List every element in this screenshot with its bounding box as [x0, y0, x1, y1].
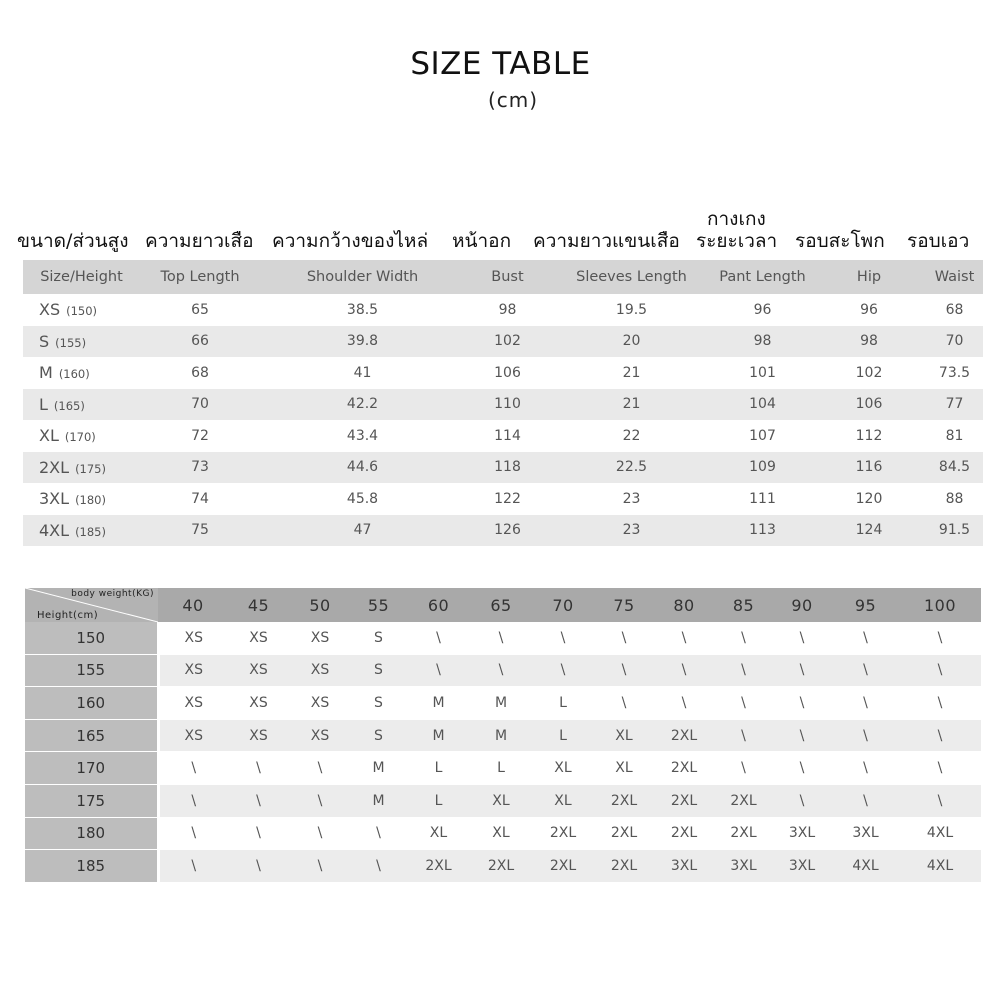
size-cell: XS	[158, 719, 228, 752]
table-cell: 39.8	[260, 326, 465, 358]
column-header: Top Length	[140, 260, 260, 294]
size-cell: \	[772, 687, 832, 720]
chart-row	[25, 752, 981, 785]
thai-header-size-height: ขนาด/ส่วนสูง	[17, 230, 129, 252]
table-cell: 98	[812, 326, 926, 358]
height-cell: 150	[25, 622, 158, 654]
thai-header-hip: รอบสะโพก	[795, 230, 885, 252]
weight-height-chart	[25, 588, 981, 883]
size-table-header-row	[23, 260, 983, 294]
size-cell: \	[158, 817, 228, 850]
size-height: (185)	[75, 524, 106, 539]
table-cell: 73	[140, 452, 260, 484]
size-cell: \	[772, 784, 832, 817]
weight-header: 90	[772, 588, 832, 622]
table-cell: 81	[945, 427, 964, 444]
table-cell: 126	[465, 515, 550, 547]
table-cell: 98	[498, 301, 517, 318]
size-cell: \	[772, 719, 832, 752]
table-cell: 70	[140, 389, 260, 421]
size-cell: 3XL	[772, 817, 832, 850]
size-cell: \	[832, 752, 899, 785]
size-cell: 2XL	[531, 850, 595, 883]
size-cell: XL	[471, 784, 531, 817]
size-cell: S	[351, 687, 406, 720]
size-cell: XL	[595, 719, 653, 752]
size-cell: \	[899, 687, 981, 720]
size-cell: \	[832, 622, 899, 654]
size-cell: M	[471, 719, 531, 752]
size-height: (155)	[55, 335, 87, 350]
size-cell: \	[653, 687, 715, 720]
thai-header-top-length: ความยาวเสือ	[145, 230, 254, 252]
size-cell: 2XL	[715, 784, 772, 817]
size-cell: 2XL	[653, 817, 715, 850]
column-header: Pant Length	[713, 260, 812, 294]
thai-header-pants: กางเกง	[707, 208, 766, 230]
weight-header: 70	[531, 588, 595, 622]
chart-row	[25, 622, 981, 654]
size-cell: \	[351, 817, 406, 850]
table-cell: 102	[855, 364, 883, 381]
weight-header: 55	[351, 588, 406, 622]
size-cell: \	[595, 622, 653, 654]
size-cell: M	[351, 752, 406, 785]
size-cell: \	[653, 654, 715, 687]
size-cell: \	[772, 622, 832, 654]
table-cell: 65	[191, 301, 209, 318]
table-row	[23, 452, 983, 484]
weight-header: 80	[653, 588, 715, 622]
size-cell: 2XL	[406, 850, 471, 883]
size-cell: XL	[471, 817, 531, 850]
table-cell: 102	[465, 326, 550, 358]
column-header: Waist	[926, 260, 983, 294]
size-cell: L	[406, 752, 471, 785]
table-cell: 22	[622, 427, 641, 444]
table-cell: 41	[353, 364, 372, 381]
page-subtitle: (cm)	[487, 88, 539, 112]
size-cell: XS	[228, 622, 289, 654]
size-cell: \	[289, 784, 351, 817]
size-cell: \	[899, 719, 981, 752]
table-cell: 112	[855, 427, 883, 444]
size-label-cell	[23, 326, 140, 358]
table-row	[23, 389, 983, 421]
table-cell: 21	[550, 389, 713, 421]
size-cell: M	[406, 719, 471, 752]
size-name: 3XL	[39, 489, 70, 509]
table-cell: 44.6	[260, 452, 465, 484]
column-header: Sleeves Length	[550, 260, 713, 294]
size-label-cell	[23, 420, 140, 452]
size-cell: 4XL	[899, 850, 981, 883]
size-cell: 3XL	[653, 850, 715, 883]
height-cell: 185	[25, 850, 158, 883]
size-cell: XS	[158, 687, 228, 720]
size-cell: L	[531, 719, 595, 752]
height-cell: 160	[25, 687, 158, 720]
size-cell: S	[351, 719, 406, 752]
size-cell: \	[653, 622, 715, 654]
table-cell: 23	[622, 490, 641, 507]
size-cell: 4XL	[832, 850, 899, 883]
chart-corner-cell	[25, 588, 158, 622]
table-cell: 74	[191, 490, 209, 507]
table-cell: 42.2	[260, 389, 465, 421]
table-row	[23, 483, 983, 515]
size-height: (165)	[53, 398, 85, 413]
size-cell: \	[228, 752, 289, 785]
table-cell: 19.5	[615, 301, 648, 318]
size-name: XS	[39, 300, 61, 320]
size-cell: \	[406, 654, 471, 687]
size-cell: M	[351, 784, 406, 817]
size-cell: XS	[228, 654, 289, 687]
size-cell: 3XL	[715, 850, 772, 883]
size-cell: XL	[406, 817, 471, 850]
table-cell: 96	[753, 301, 772, 318]
table-cell: 68	[191, 364, 209, 381]
table-cell: 45.8	[346, 490, 379, 507]
size-cell: 3XL	[832, 817, 899, 850]
table-cell: 120	[855, 490, 883, 507]
table-cell: 22.5	[550, 452, 713, 484]
size-name: S	[39, 331, 50, 351]
height-cell: 175	[25, 784, 158, 817]
size-cell: \	[595, 687, 653, 720]
table-cell: 70	[926, 326, 983, 358]
table-cell: 96	[860, 301, 878, 318]
size-label-cell	[23, 483, 140, 515]
table-cell: 91.5	[926, 515, 983, 547]
size-cell: \	[715, 687, 772, 720]
size-cell: XS	[228, 719, 289, 752]
size-cell: \	[471, 654, 531, 687]
size-cell: 2XL	[653, 752, 715, 785]
size-cell: \	[772, 654, 832, 687]
weight-axis-label: body weight(KG)	[71, 589, 154, 599]
size-cell: \	[228, 784, 289, 817]
thai-header-bust: หน้าอก	[452, 230, 512, 252]
table-cell: 68	[945, 301, 964, 318]
size-cell: \	[832, 719, 899, 752]
column-header: Bust	[465, 260, 550, 294]
size-name: 4XL	[39, 520, 70, 540]
size-cell: \	[158, 850, 228, 883]
size-cell: \	[715, 654, 772, 687]
column-header: Shoulder Width	[260, 260, 465, 294]
table-row	[23, 515, 983, 547]
size-cell: \	[158, 752, 228, 785]
table-row	[23, 326, 983, 358]
size-cell: \	[715, 719, 772, 752]
table-cell: 43.4	[346, 427, 379, 444]
height-cell: 170	[25, 752, 158, 785]
page-title: SIZE TABLE	[410, 46, 591, 82]
size-cell: \	[289, 752, 351, 785]
height-axis-label: Height(cm)	[37, 610, 99, 621]
table-cell: 109	[713, 452, 812, 484]
size-cell: 3XL	[772, 850, 832, 883]
size-label-cell	[23, 389, 140, 421]
size-cell: XS	[289, 622, 351, 654]
size-cell: 2XL	[653, 719, 715, 752]
size-name: 2XL	[39, 457, 70, 477]
table-cell: 77	[926, 389, 983, 421]
table-row	[23, 420, 983, 452]
table-cell: 107	[749, 427, 776, 444]
size-cell: 2XL	[531, 817, 595, 850]
size-height: (160)	[58, 367, 90, 382]
size-cell: L	[531, 687, 595, 720]
chart-row	[25, 719, 981, 752]
thai-header-shoulder-width: ความกว้างของไหล่	[272, 230, 429, 252]
size-cell: 4XL	[899, 817, 981, 850]
thai-header-pant-length: ระยะเวลา	[696, 230, 778, 252]
chart-row	[25, 817, 981, 850]
table-cell: 21	[622, 364, 641, 381]
weight-header: 65	[471, 588, 531, 622]
table-cell: 73.5	[938, 364, 971, 381]
table-cell: 72	[191, 427, 209, 444]
size-cell: \	[899, 622, 981, 654]
weight-header: 40	[158, 588, 228, 622]
table-cell: 98	[713, 326, 812, 358]
height-cell: 165	[25, 719, 158, 752]
size-cell: 2XL	[715, 817, 772, 850]
size-cell: 2XL	[595, 784, 653, 817]
chart-row	[25, 850, 981, 883]
size-cell: XL	[531, 752, 595, 785]
column-header: Hip	[812, 260, 926, 294]
weight-header: 85	[715, 588, 772, 622]
weight-header: 95	[832, 588, 899, 622]
size-cell: XS	[158, 654, 228, 687]
size-cell: XL	[531, 784, 595, 817]
size-height: (170)	[64, 430, 96, 445]
weight-header: 50	[289, 588, 351, 622]
size-cell: \	[715, 622, 772, 654]
size-cell: XL	[595, 752, 653, 785]
size-table	[23, 260, 983, 546]
weight-header: 100	[899, 588, 981, 622]
size-cell: XS	[158, 622, 228, 654]
size-cell: \	[832, 784, 899, 817]
column-header: Size/Height	[23, 260, 140, 294]
table-cell: 38.5	[346, 301, 379, 318]
size-cell: XS	[228, 687, 289, 720]
weight-header: 45	[228, 588, 289, 622]
table-cell: 101	[749, 364, 776, 381]
size-cell: \	[289, 817, 351, 850]
size-cell: \	[471, 622, 531, 654]
size-cell: S	[351, 654, 406, 687]
table-cell: 111	[749, 490, 776, 507]
weight-header-row	[25, 588, 981, 622]
table-cell: 104	[713, 389, 812, 421]
size-cell: 2XL	[471, 850, 531, 883]
size-cell: \	[595, 654, 653, 687]
weight-header: 60	[406, 588, 471, 622]
size-cell: XS	[289, 719, 351, 752]
size-cell: L	[471, 752, 531, 785]
size-cell: \	[158, 784, 228, 817]
size-cell: \	[531, 654, 595, 687]
size-cell: M	[406, 687, 471, 720]
table-cell: 118	[465, 452, 550, 484]
size-label-cell	[23, 294, 140, 326]
table-cell: 106	[812, 389, 926, 421]
size-cell: L	[406, 784, 471, 817]
height-cell: 155	[25, 654, 158, 687]
table-cell: 114	[494, 427, 521, 444]
size-label-cell	[23, 452, 140, 484]
size-cell: \	[715, 752, 772, 785]
size-cell: \	[899, 654, 981, 687]
table-cell: 113	[713, 515, 812, 547]
size-cell: \	[832, 687, 899, 720]
size-cell: 2XL	[653, 784, 715, 817]
table-cell: 84.5	[926, 452, 983, 484]
height-cell: 180	[25, 817, 158, 850]
table-cell: 20	[550, 326, 713, 358]
size-label-cell	[23, 515, 140, 547]
table-row	[23, 357, 983, 389]
table-cell: 106	[494, 364, 521, 381]
size-cell: \	[289, 850, 351, 883]
chart-row	[25, 784, 981, 817]
size-cell: \	[228, 817, 289, 850]
size-cell: 2XL	[595, 817, 653, 850]
size-cell: XS	[289, 687, 351, 720]
table-cell: 124	[812, 515, 926, 547]
size-cell: \	[772, 752, 832, 785]
chart-row	[25, 654, 981, 687]
table-cell: 47	[260, 515, 465, 547]
table-cell: 122	[494, 490, 521, 507]
table-cell: 110	[465, 389, 550, 421]
size-cell: \	[899, 784, 981, 817]
table-cell: 66	[140, 326, 260, 358]
size-cell: S	[351, 622, 406, 654]
table-row	[23, 294, 983, 326]
weight-header: 75	[595, 588, 653, 622]
size-name: L	[39, 394, 48, 414]
table-cell: 75	[140, 515, 260, 547]
size-cell: \	[351, 850, 406, 883]
table-cell: 116	[812, 452, 926, 484]
size-cell: XS	[289, 654, 351, 687]
size-cell: 2XL	[595, 850, 653, 883]
table-cell: 23	[550, 515, 713, 547]
size-label-cell	[23, 357, 140, 389]
thai-header-sleeves-length: ความยาวแขนเสือ	[533, 230, 680, 252]
size-height: (150)	[66, 304, 98, 319]
size-name: XL	[39, 426, 59, 446]
size-height: (180)	[75, 493, 106, 508]
size-cell: M	[471, 687, 531, 720]
size-cell: \	[531, 622, 595, 654]
size-cell: \	[832, 654, 899, 687]
size-name: M	[39, 363, 53, 383]
size-cell: \	[899, 752, 981, 785]
table-cell: 88	[945, 490, 964, 507]
chart-row	[25, 687, 981, 720]
size-height: (175)	[75, 461, 106, 476]
thai-header-waist: รอบเอว	[907, 230, 970, 252]
size-cell: \	[406, 622, 471, 654]
size-cell: \	[228, 850, 289, 883]
